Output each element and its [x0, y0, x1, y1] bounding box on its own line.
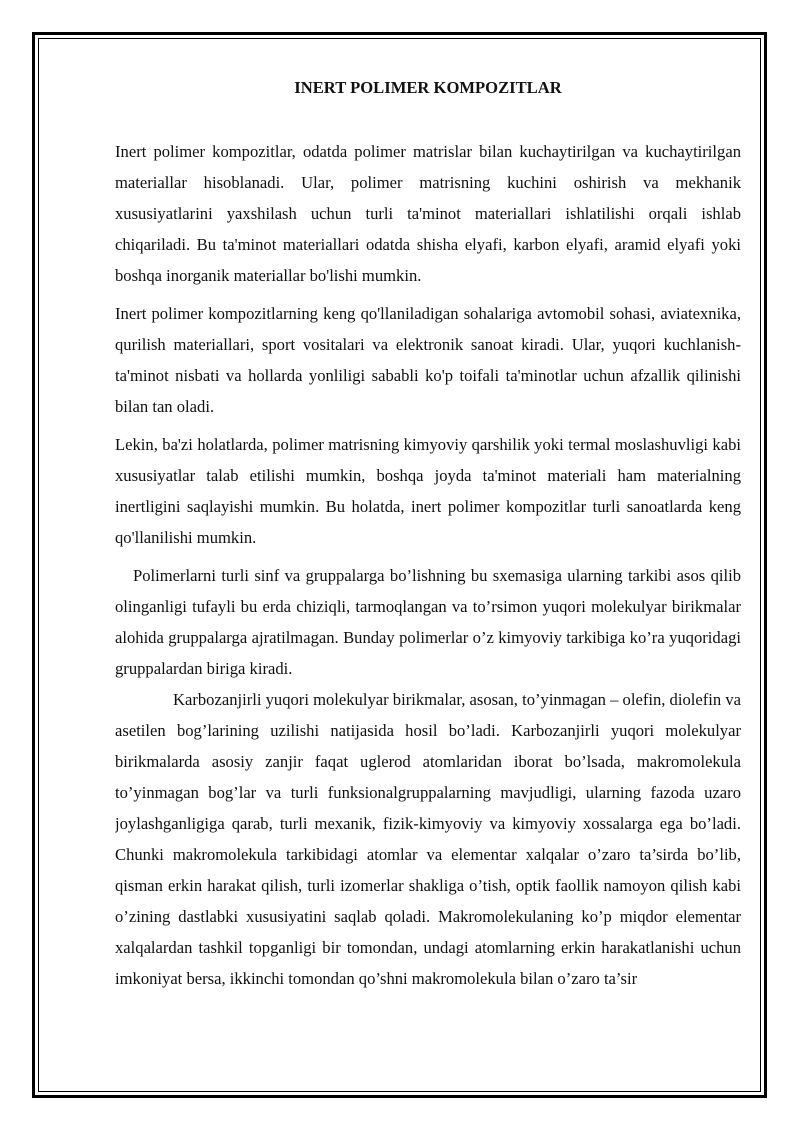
document-page — [115, 76, 741, 1076]
paragraph: Polimerlarni turli sinf va gruppalarga bo’lishning bu sxemasiga ularning tarkibi asos qilib olinganligi tufayli bu erda chiziqli, tarmoqlangan va to’rsimon yuqori molekulyar birikmalar alohida gruppalarga ajratilmagan. Bunday polimerlar o’z kimyoviy tarkibiga ko’ra yuqoridagi gruppalardan biriga kiradi. — [115, 566, 741, 678]
paragraph: Lekin, ba'zi holatlarda, polimer matrisning kimyoviy qarshilik yoki termal moslashuvligi kabi xususiyatlar talab etilishi mumkin, boshqa joyda ta'minot materiali ham materialning inertligini saqlayishi mumkin. Bu holatda, inert polimer kompozitlar turli sanoatlarda keng qo'llanilishi mumkin. — [115, 435, 741, 547]
paragraph: Karbozanjirli yuqori molekulyar birikmalar, asosan, to’yinmagan – olefin, diolefin va asetilen bog’larining uzilishi natijasida hosil bo’ladi. Karbozanjirli yuqori molekulyar birikmalarda asosiy zanjir faqat uglerod atomlaridan iborat bo’lsada, makromolekula to’yinmagan bog’lar va turli funksionalgruppalarning mavjudligi, ularning fazoda uzaro joylashganligiga qarab, turli mexanik, fizik-kimyoviy va kimyoviy xossalarga ega bo’ladi. Chunki makromolekula tarkibidagi atomlar va elementar xalqalar o’zaro ta’sirda bo’lib, qisman erkin harakat qilish, turli izomerlar shakliga o’tish, optik faollik namoyon qilish kabi o’zining dastlabki xususiyatini saqlab qoladi. Makromolekulaning ko’p miqdor elementar xalqalardan tashkil topganligi bir tomondan, undagi atomlarning erkin harakatlanishi uchun imkoniyat bersa, ikkinchi tomondan qo’shni makromolekula bilan o’zaro ta’sir — [115, 690, 741, 988]
document-title: INERT POLIMER KOMPOZITLAR — [294, 78, 562, 97]
paragraph: Inert polimer kompozitlar, odatda polimer matrislar bilan kuchaytirilgan va kuchaytirilgan materiallar hisoblanadi. Ular, polimer matrisning kuchini oshirish va mekhanik xususiyatlarini yaxshilash uchun turli ta'minot materiallari ishlatilishi orqali ishlab chiqariladi. Bu ta'minot materiallari odatda shisha elyafi, karbon elyafi, aramid elyafi yoki boshqa inorganik materiallar bo'lishi mumkin. — [115, 142, 741, 285]
paragraph: Inert polimer kompozitlarning keng qo'llaniladigan sohalariga avtomobil sohasi, aviatexnika, qurilish materiallari, sport vositalari va elektronik sanoat kiradi. Ular, yuqori kuchlanish-ta'minot nisbati va hollarda yonliligi sababli ko'p toifali ta'minotlar uchun afzallik qilinishi bilan tan oladi. — [115, 304, 741, 416]
